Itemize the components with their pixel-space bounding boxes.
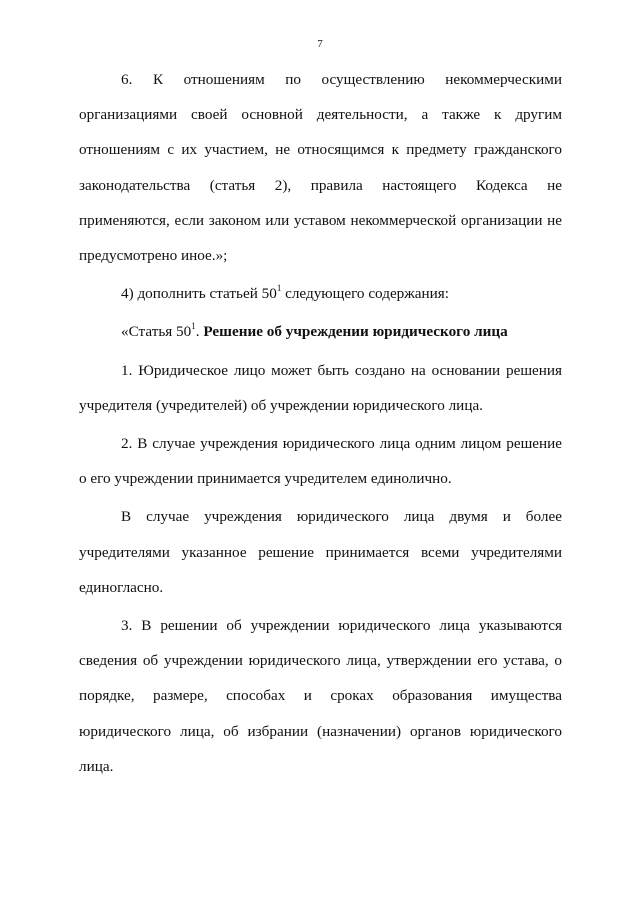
article-superscript: 1 [191, 321, 196, 332]
paragraph-item-4 [79, 276, 562, 311]
article-prefix: «Статья 50 [121, 323, 192, 341]
paragraph-1: 1. Юридическое лицо может быть создано на основании решения учредителя (учредителей) об учреждении юридического лица. [79, 361, 562, 414]
paragraph-6: 6. К отношениям по осуществлению некоммерческими организациями своей основной деятельности, а также к другим отношениям с их участием, не относящимся к предмету гражданского законодательства (статья 2), правила настоящего Кодекса не применяются, если законом или уставом некоммерческой организации не предусмотрено иное.»; [79, 71, 562, 265]
item-4-text-end: следующего содержания: [281, 285, 449, 303]
article-heading [79, 314, 562, 349]
article-dot: . [195, 323, 204, 341]
article-title: Решение об учреждении юридического лица [203, 323, 508, 341]
item-4-text: 4) дополнить статьей 50 [121, 285, 277, 303]
document-body [79, 62, 562, 784]
item-4-superscript: 1 [276, 283, 282, 294]
paragraph-2b: В случае учреждения юридического лица двумя и более учредителями указанное решение принимается всеми учредителями единогласно. [79, 508, 562, 596]
paragraph-2: 2. В случае учреждения юридического лица одним лицом решение о его учреждении принимается учредителем единолично. [79, 435, 562, 488]
page-number: 7 [317, 38, 323, 50]
paragraph-3: 3. В решении об учреждении юридического лица указываются сведения об учреждении юридического лица, утверждении его устава, о порядке, размере, способах и сроках образования имущества юридического лица, об избрании (назначении) органов юридического лица. [79, 617, 562, 775]
